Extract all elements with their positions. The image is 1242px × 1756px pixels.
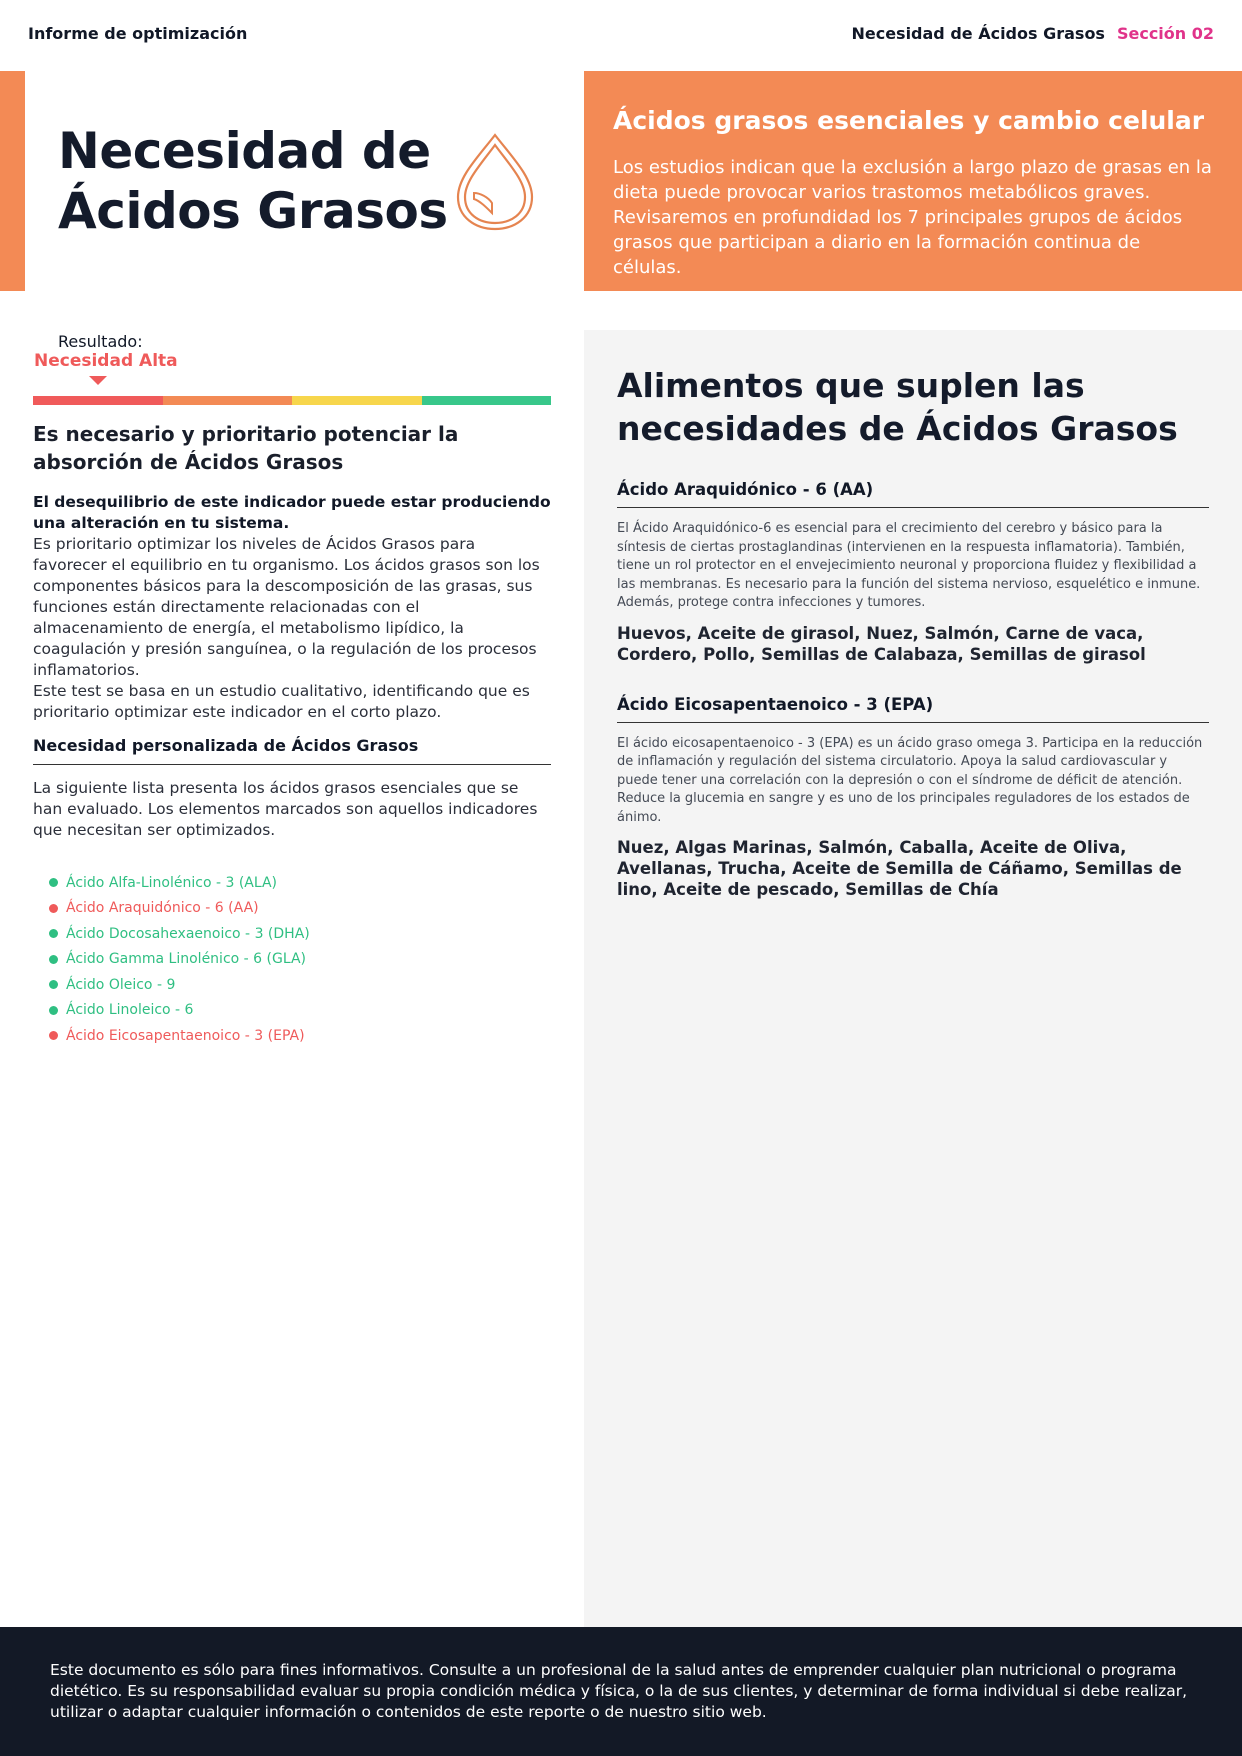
scale-segment bbox=[292, 396, 422, 405]
result-body-paragraph-1: Es prioritario optimizar los niveles de Ácidos Grasos para favorecer el equilibrio en tu organismo. Los ácidos grasos son los componentes básicos para la descomposición de las grasas, sus funciones están directamente relacionadas con el almacenamiento de energía, el metabolismo lipídico, la coagulación y presión sanguínea, o la regulación de los procesos inflamatorios. bbox=[33, 535, 540, 679]
food-block-foods: Huevos, Aceite de girasol, Nuez, Salmón, Carne de vaca, Cordero, Pollo, Semillas de Calabaza, Semillas de girasol bbox=[617, 623, 1146, 664]
food-block-title: Ácido Eicosapentaenoico - 3 (EPA) bbox=[617, 695, 1209, 723]
top-header bbox=[0, 0, 1242, 70]
list-item bbox=[49, 921, 310, 947]
list-item bbox=[49, 896, 310, 922]
food-block-foods: Nuez, Algas Marinas, Salmón, Caballa, Aceite de Oliva, Avellanas, Trucha, Aceite de Semilla de Cáñamo, Semillas de lino, Aceite de pescado, Semillas de Chía bbox=[617, 838, 1182, 899]
page-title bbox=[58, 121, 448, 241]
water-drop-icon bbox=[452, 131, 538, 231]
hero-accent-bar bbox=[0, 71, 25, 291]
result-marker-icon bbox=[89, 376, 107, 385]
hero-title-panel bbox=[25, 71, 584, 291]
status-dot-icon bbox=[49, 980, 58, 989]
acid-name: Ácido Eicosapentaenoico - 3 (EPA) bbox=[66, 1027, 305, 1044]
list-item bbox=[49, 947, 310, 973]
food-block bbox=[617, 695, 1209, 901]
result-value: Necesidad Alta bbox=[34, 351, 178, 371]
acid-name: Ácido Araquidónico - 6 (AA) bbox=[66, 900, 259, 917]
food-block-description: El Ácido Araquidónico-6 es esencial para el crecimiento del cerebro y básico para la síntesis de ciertas prostaglandinas (intervienen en la respuesta inflamatoria). También, tiene un rol protector en el envejecimiento neuronal y proporciona fluidez y flexibilidad a las membranas. Es necesario para la función del sistema nervioso, esquelético e inmune. Además, protege contra infecciones y tumores. bbox=[617, 521, 1201, 610]
result-body-paragraph-2: Este test se basa en un estudio cualitativo, identificando que es prioritario optimizar este indicador en el corto plazo. bbox=[33, 682, 530, 721]
result-label: Resultado: bbox=[58, 332, 143, 351]
result-heading: Es necesario y prioritario potenciar la absorción de Ácidos Grasos bbox=[33, 422, 459, 474]
result-body bbox=[33, 492, 551, 723]
acid-name: Ácido Gamma Linolénico - 6 (GLA) bbox=[66, 951, 306, 968]
scale-segment bbox=[422, 396, 552, 405]
food-block bbox=[617, 480, 1209, 665]
list-item bbox=[49, 998, 310, 1024]
page-title-line1: Necesidad de bbox=[58, 122, 431, 180]
status-dot-icon bbox=[49, 929, 58, 938]
hero-intro-panel bbox=[584, 71, 1242, 291]
status-dot-icon bbox=[49, 955, 58, 964]
status-dot-icon bbox=[49, 1031, 58, 1040]
section-number: Sección 02 bbox=[1116, 24, 1214, 43]
status-dot-icon bbox=[49, 1006, 58, 1015]
scale-segment bbox=[163, 396, 293, 405]
status-dot-icon bbox=[49, 878, 58, 887]
scale-segment bbox=[33, 396, 163, 405]
personalized-heading: Necesidad personalizada de Ácidos Grasos bbox=[33, 736, 551, 765]
acid-name: Ácido Oleico - 9 bbox=[66, 976, 176, 993]
list-item bbox=[49, 1023, 310, 1049]
result-scale-bar bbox=[33, 396, 551, 405]
foods-panel bbox=[584, 330, 1242, 1627]
acid-list bbox=[49, 870, 310, 1049]
disclaimer-footer: Este documento es sólo para fines informativos. Consulte a un profesional de la salud antes de emprender cualquier plan nutricional o programa dietético. Es su responsabilidad evaluar su propia condición médica y física, o la de sus clientes, y determinar de forma individual si debe realizar, utilizar o adaptar cualquier información o contenidos de este reporte o de nuestro sitio web. bbox=[0, 1627, 1242, 1756]
acid-name: Ácido Docosahexaenoico - 3 (DHA) bbox=[66, 925, 310, 942]
result-body-bold: El desequilibrio de este indicador puede estar produciendo una alteración en tu sistema. bbox=[33, 493, 551, 532]
food-block-description: El ácido eicosapentaenoico - 3 (EPA) es un ácido graso omega 3. Participa en la reducción de inflamación y regulación del sistema circulatorio. Apoya la salud cardiovascular y puede tener una correlación con la depresión o con el síndrome de déficit de atención. Reduce la glucemia en sangre y es uno de los principales reguladores de los estados de ánimo. bbox=[617, 735, 1203, 825]
intro-text: Los estudios indican que la exclusión a largo plazo de grasas en la dieta puede provocar varios trastomos metabólicos graves. Revisaremos en profundidad los 7 principales grupos de ácidos grasos que participan a diario en la formación continua de células. bbox=[613, 157, 1212, 278]
page-title-line2: Ácidos Grasos bbox=[58, 182, 448, 240]
intro-heading: Ácidos grasos esenciales y cambio celular bbox=[613, 106, 1205, 135]
foods-heading: Alimentos que suplen las necesidades de Ácidos Grasos bbox=[617, 366, 1178, 448]
report-title: Informe de optimización bbox=[28, 24, 248, 43]
acid-name: Ácido Alfa-Linolénico - 3 (ALA) bbox=[66, 874, 278, 891]
personalized-text: La siguiente lista presenta los ácidos grasos esenciales que se han evaluado. Los elementos marcados son aquellos indicadores que necesitan ser optimizados. bbox=[33, 779, 538, 839]
section-info bbox=[851, 24, 1214, 43]
acid-name: Ácido Linoleico - 6 bbox=[66, 1002, 194, 1019]
section-title: Necesidad de Ácidos Grasos bbox=[851, 24, 1105, 43]
list-item bbox=[49, 870, 310, 896]
list-item bbox=[49, 972, 310, 998]
status-dot-icon bbox=[49, 904, 58, 913]
food-block-title: Ácido Araquidónico - 6 (AA) bbox=[617, 480, 1209, 508]
